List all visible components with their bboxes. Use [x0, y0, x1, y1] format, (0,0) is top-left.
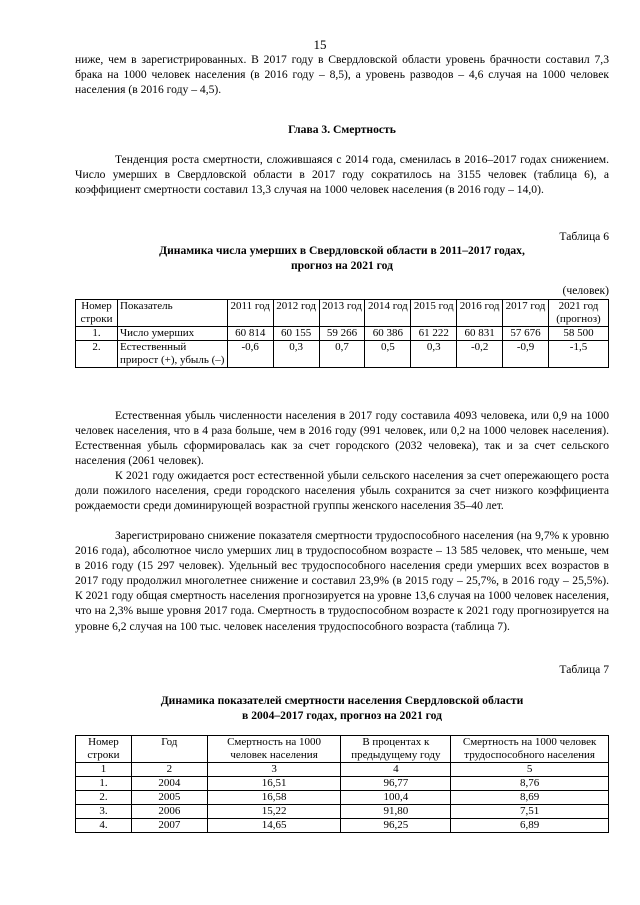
table6-cell-value: 57 676 — [503, 327, 549, 341]
page-number: 15 — [313, 37, 327, 52]
table7-col-number: 5 — [451, 763, 609, 777]
paragraph-natural-decline: Естественная убыль численности населения в 2017 году составила 4093 человека, или 0,9 на 1000 человек населения, что в 4 раза больше, чем в 2016 году (991 человек, или 0,2 на 1000 человек населения). Естественная убыль сформировалась как за счет городского (2032 человека), так и за счет сельского населения (2061 человек). — [75, 409, 609, 468]
table7-cell: 8,69 — [451, 791, 609, 805]
chapter-title: Глава 3. Смертность — [288, 123, 396, 136]
table7-col-number: 2 — [131, 763, 207, 777]
table6-cell-value: 60 814 — [227, 327, 273, 341]
table7-cell: 14,65 — [207, 819, 341, 833]
table6-cell-value: -1,5 — [548, 341, 608, 368]
table6 — [75, 299, 609, 368]
table7-cell: 96,25 — [341, 819, 451, 833]
table7-col-number-row — [76, 763, 609, 777]
table6-cell-value: -0,6 — [227, 341, 273, 368]
paragraph-mortality-trend: Тенденция роста смертности, сложившаяся с 2014 года, сменилась в 2016–2017 годах снижением. Число умерших в Свердловской области в 2017 году сократилось на 3155 человек (таблица 6), а коэффициент смертности составил 13,3 случая на 1000 человек населения (в 2016 году – 14,0). — [75, 153, 609, 197]
table7-col-number: 1 — [76, 763, 132, 777]
table7-cell: 4. — [76, 819, 132, 833]
paragraph-marriage: ниже, чем в зарегистрированных. В 2017 году в Свердловской области уровень брачности составил 7,3 брака на 1000 человек населения (в 2016 году – 8,5), а уровень разводов – 4,6 случая на 1000 человек населения (в 2016 году – 4,5). — [75, 53, 609, 97]
table7-cell: 2005 — [131, 791, 207, 805]
table6-cell-indicator: Число умерших — [117, 327, 227, 341]
table7-label: Таблица 7 — [559, 663, 609, 676]
table7-cell: 1. — [76, 777, 132, 791]
table7-header-cell: Номер строки — [76, 736, 132, 763]
table6-header-year: 2011 год — [227, 300, 273, 327]
table7-cell: 6,89 — [451, 819, 609, 833]
table6-header-year: 2015 год — [411, 300, 457, 327]
paragraph-forecast-2021: К 2021 году ожидается рост естественной убыли сельского населения за счет опережающего роста доли пожилого населения, среди городского населения убыль сохранится за счет низкого коэффициента рождаемости среди доминирующей возрастной группы женского населения 35–40 лет. — [75, 469, 609, 513]
table7-cell: 15,22 — [207, 805, 341, 819]
table6-header-year: 2014 год — [365, 300, 411, 327]
table6-label: Таблица 6 — [559, 230, 609, 243]
table6-header-year: 2016 год — [457, 300, 503, 327]
table6-cell-num: 1. — [76, 327, 118, 341]
table7-cell: 100,4 — [341, 791, 451, 805]
table6-cell-value: -0,2 — [457, 341, 503, 368]
table6-header-indicator: Показатель — [117, 300, 227, 327]
table6-cell-value: 0,5 — [365, 341, 411, 368]
table6-header-year: 2012 год — [273, 300, 319, 327]
table6-header-year: 2013 год — [319, 300, 365, 327]
table7-cell: 3. — [76, 805, 132, 819]
table6-cell-num: 2. — [76, 341, 118, 368]
table-row — [76, 805, 609, 819]
table7-header-cell: Год — [131, 736, 207, 763]
table7-cell: 8,76 — [451, 777, 609, 791]
table7-header-cell: Смертность на 1000 человек населения — [207, 736, 341, 763]
table-row — [76, 327, 609, 341]
table6-title-line1: Динамика числа умерших в Свердловской области в 2011–2017 годах, — [159, 244, 525, 257]
table7 — [75, 735, 609, 833]
table6-unit: (человек) — [562, 284, 609, 297]
table7-col-number: 3 — [207, 763, 341, 777]
table7-cell: 2007 — [131, 819, 207, 833]
table6-cell-value: 60 831 — [457, 327, 503, 341]
table6-cell-indicator: Естественный прирост (+), убыль (–) — [117, 341, 227, 368]
table6-header-row — [76, 300, 609, 327]
table6-cell-value: 0,3 — [273, 341, 319, 368]
table7-cell: 7,51 — [451, 805, 609, 819]
table7-cell: 91,80 — [341, 805, 451, 819]
table7-header-cell: Смертность на 1000 человек трудоспособного населения — [451, 736, 609, 763]
table6-cell-value: 60 155 — [273, 327, 319, 341]
table6-cell-value: 61 222 — [411, 327, 457, 341]
table7-title-line1: Динамика показателей смертности населения Свердловской области — [160, 694, 524, 707]
table6-header-year: 2021 год (прогноз) — [548, 300, 608, 327]
table-row — [76, 341, 609, 368]
table7-cell: 2006 — [131, 805, 207, 819]
table6-cell-value: -0,9 — [503, 341, 549, 368]
paragraph-working-age: Зарегистрировано снижение показателя смертности трудоспособного населения (на 9,7% к уровню 2016 года), абсолютное число умерших лиц в трудоспособном возрасте – 13 585 человек, что меньше, чем в 2016 году (15 297 человек). Удельный вес трудоспособного населения среди умерших всех возрастов в 2017 году продолжил многолетнее снижение и составил 23,9% (в 2015 году – 25,7%, в 2016 году – 25,5%). К 2021 году общая смертность населения прогнозируется на уровне 13,6 случая на 1000 человек населения, что на 2,3% выше уровня 2017 года. Смертность в трудоспособном возрасте к 2021 году прогнозируется на уровне 6,2 случая на 100 тыс. человек населения трудоспособного возраста (таблица 7). — [75, 529, 609, 633]
table6-cell-value: 59 266 — [319, 327, 365, 341]
table7-title-line2: в 2004–2017 годах, прогноз на 2021 год — [242, 709, 442, 722]
table6-header-num: Номер строки — [76, 300, 118, 327]
table7-cell: 2. — [76, 791, 132, 805]
table6-title-line2: прогноз на 2021 год — [291, 259, 393, 272]
table6-header-year: 2017 год — [503, 300, 549, 327]
table6-cell-value: 60 386 — [365, 327, 411, 341]
table7-cell: 2004 — [131, 777, 207, 791]
table-row — [76, 819, 609, 833]
table-row — [76, 777, 609, 791]
table7-cell: 16,58 — [207, 791, 341, 805]
table7-cell: 16,51 — [207, 777, 341, 791]
table6-cell-value: 58 500 — [548, 327, 608, 341]
table7-header-row — [76, 736, 609, 763]
table-row — [76, 791, 609, 805]
table7-col-number: 4 — [341, 763, 451, 777]
table7-header-cell: В процентах к предыдущему году — [341, 736, 451, 763]
table7-cell: 96,77 — [341, 777, 451, 791]
table6-cell-value: 0,7 — [319, 341, 365, 368]
table6-cell-value: 0,3 — [411, 341, 457, 368]
